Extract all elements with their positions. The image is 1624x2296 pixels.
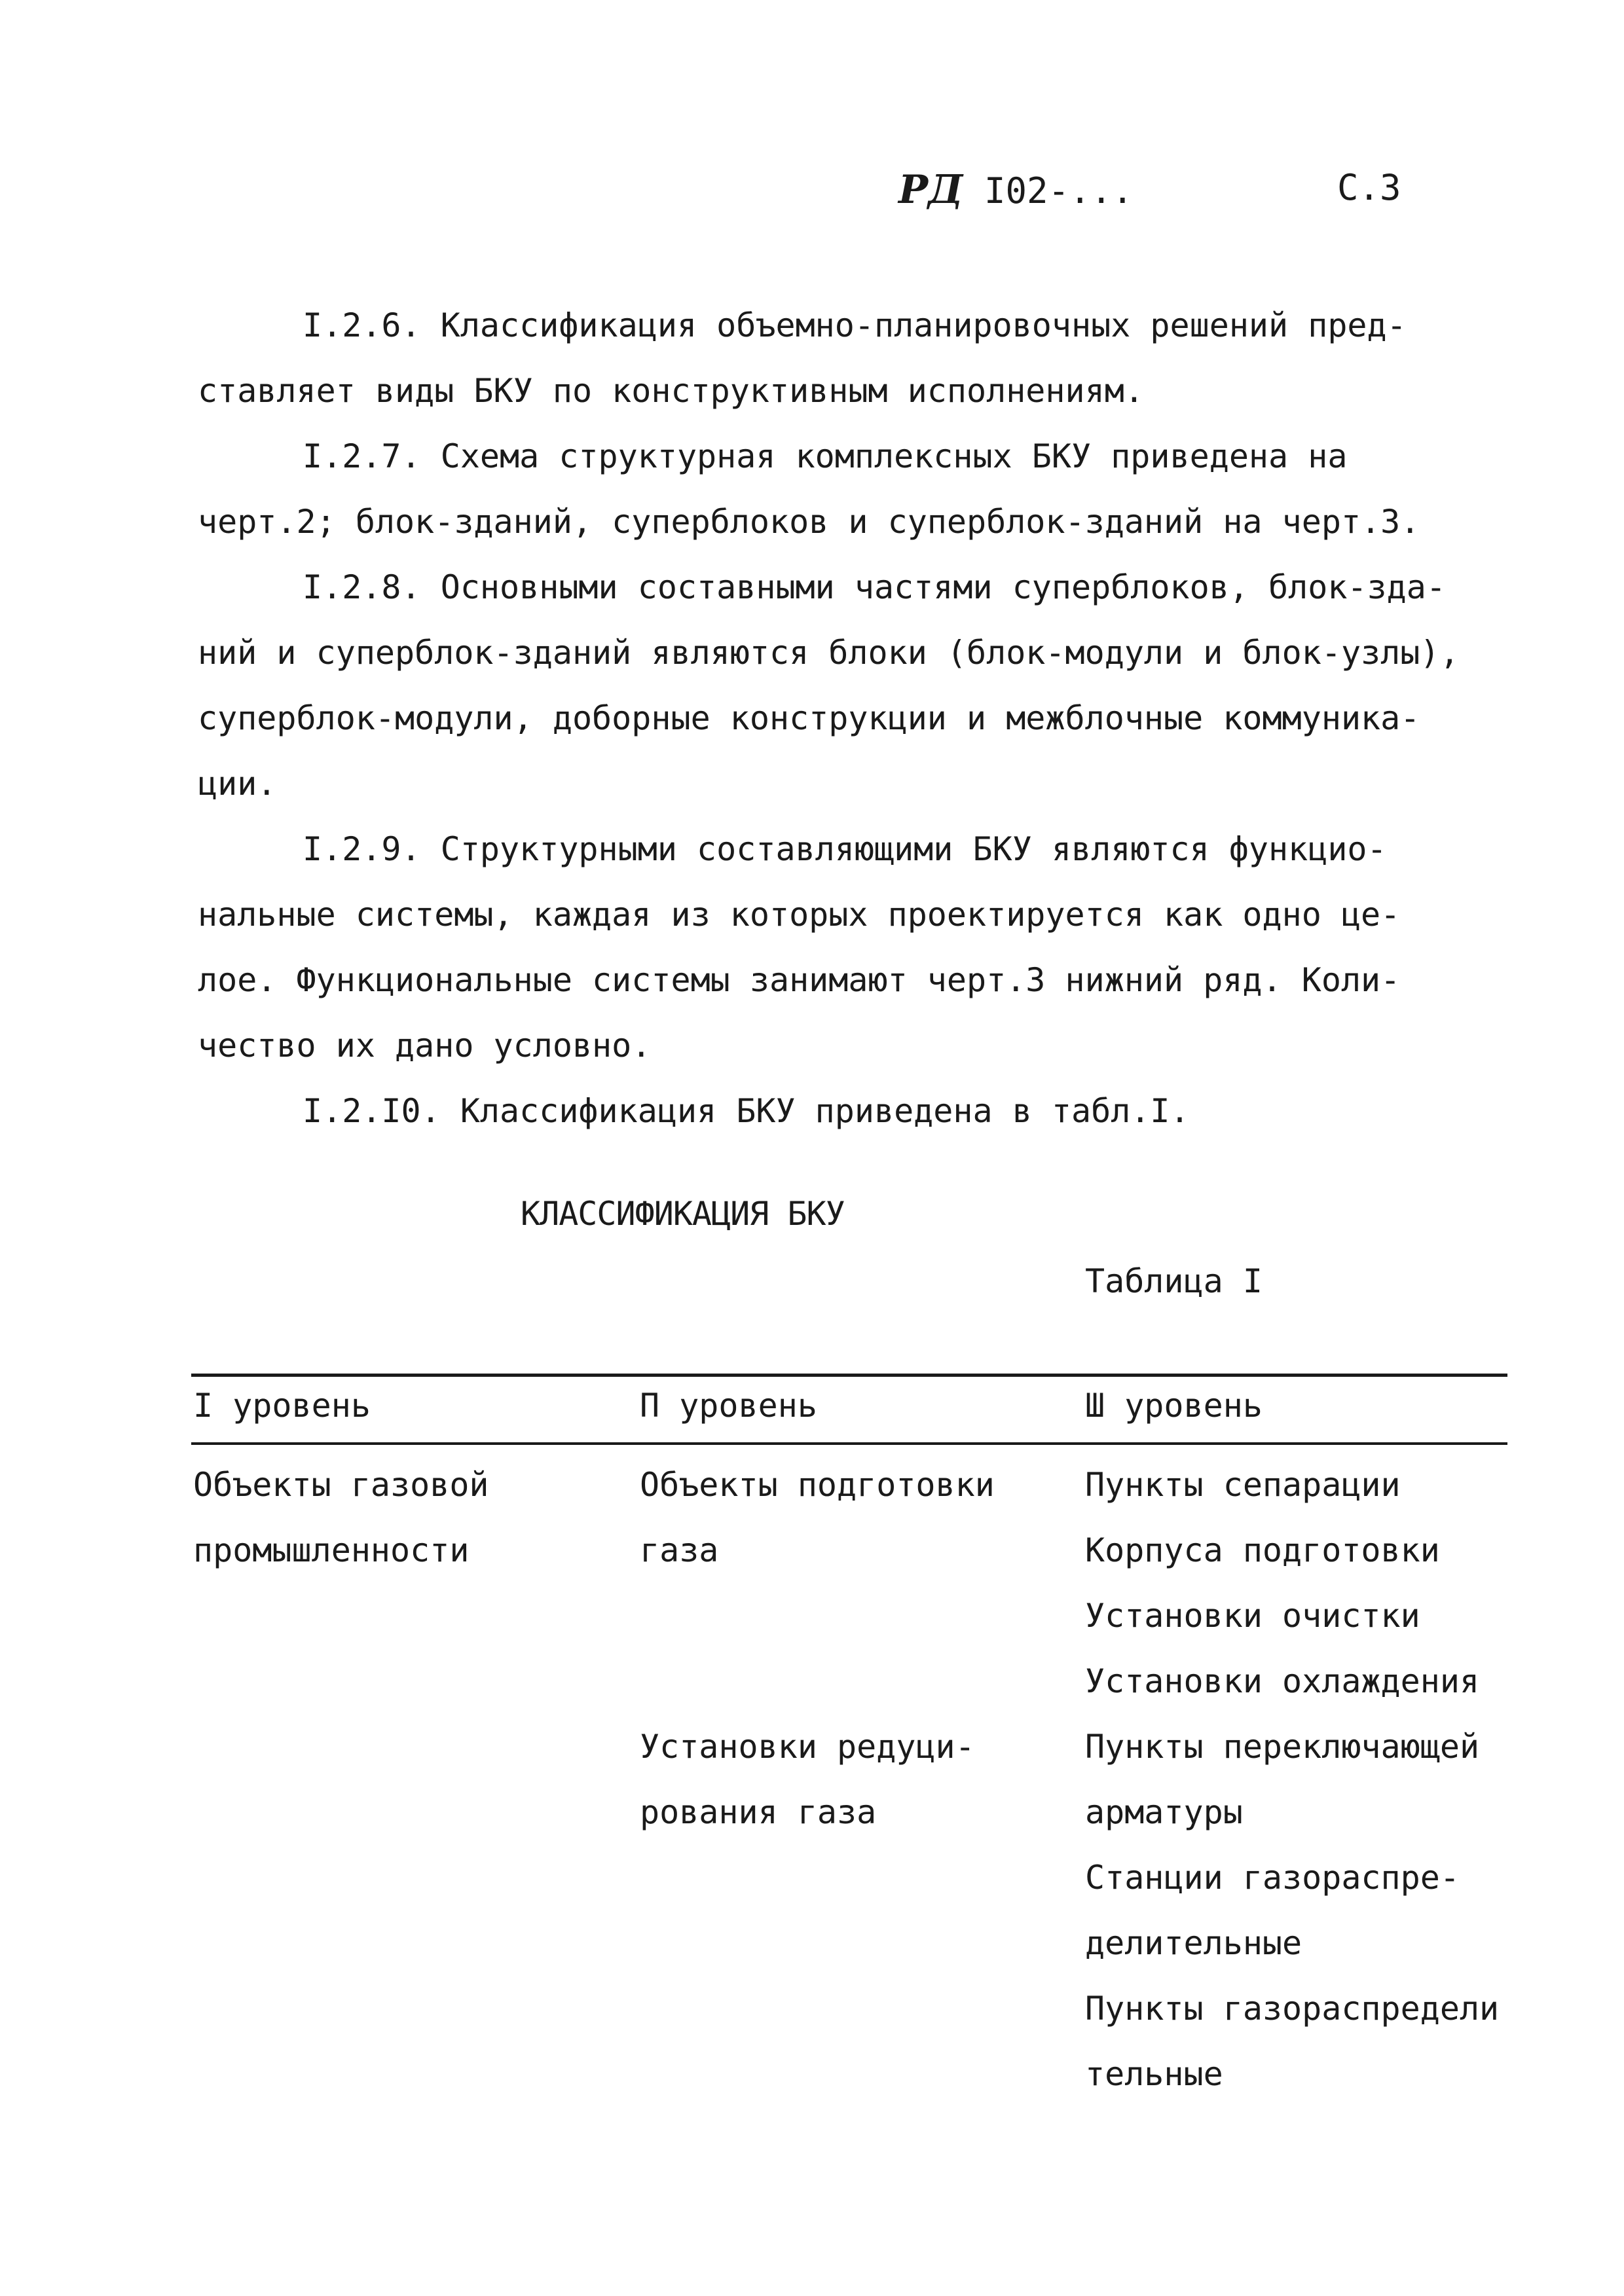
table-cell-level1-line-2: промышленности — [193, 1531, 470, 1569]
table-top-rule — [191, 1374, 1507, 1377]
paragraph-1-2-8-line-1: I.2.8. Основными составными частями суперблоков, блок-зда- — [303, 568, 1446, 606]
paragraph-1-2-9-line-3: лое. Функциональные системы занимают черт.3 нижний ряд. Коли- — [198, 961, 1401, 999]
table-cell-level2-group1-line-1: Объекты подготовки — [640, 1466, 995, 1504]
paragraph-1-2-10-line-1: I.2.I0. Классификация БКУ приведена в табл.I. — [303, 1092, 1190, 1130]
paragraph-1-2-6-line-2: ставляет виды БКУ по конструктивным исполнениям. — [198, 372, 1144, 410]
paragraph-1-2-9-line-2: нальные системы, каждая из которых проектируется как одно це- — [198, 896, 1401, 934]
table-cell-level2-group2-line-1: Установки редуци- — [640, 1728, 975, 1766]
paragraph-1-2-8-line-2: ний и суперблок-зданий являются блоки (блок-модули и блок-узлы), — [198, 634, 1460, 672]
table-title: КЛАССИФИКАЦИЯ БКУ — [521, 1195, 845, 1233]
document-number — [898, 167, 1134, 213]
table-cell-level3-group2-line-2: арматуры — [1085, 1793, 1243, 1831]
document-code: I02-... — [984, 170, 1134, 211]
paragraph-1-2-8-line-4: ции. — [198, 765, 277, 803]
table-cell-level1-line-1: Объекты газовой — [193, 1466, 489, 1504]
table-header-rule — [191, 1442, 1507, 1445]
table-header-level-2: П уровень — [640, 1387, 817, 1425]
paragraph-1-2-7-line-1: I.2.7. Схема структурная комплексных БКУ приведена на — [303, 437, 1348, 475]
table-cell-level3-group2-line-3: Станции газораспре- — [1085, 1859, 1460, 1897]
paragraph-1-2-8-line-3: суперблок-модули, доборные конструкции и межблочные коммуника- — [198, 699, 1420, 737]
table-cell-level3-group1-item-3: Установки очистки — [1085, 1597, 1420, 1635]
table-header-level-3: Ш уровень — [1085, 1387, 1263, 1425]
table-cell-level3-group1-item-1: Пункты сепарации — [1085, 1466, 1401, 1504]
table-cell-level3-group1-item-4: Установки охлаждения — [1085, 1662, 1480, 1700]
table-cell-level3-group1-item-2: Корпуса подготовки — [1085, 1531, 1440, 1569]
table-cell-level2-group2-line-2: рования газа — [640, 1793, 877, 1831]
paragraph-1-2-6-line-1: I.2.6. Классификация объемно-планировочных решений пред- — [303, 306, 1407, 344]
paragraph-1-2-9-line-1: I.2.9. Структурными составляющими БКУ являются функцио- — [303, 830, 1387, 868]
paragraph-1-2-7-line-2: черт.2; блок-зданий, суперблоков и суперблок-зданий на черт.3. — [198, 503, 1420, 541]
table-cell-level3-group2-line-1: Пункты переключающей — [1085, 1728, 1480, 1766]
document-prefix: РД — [898, 167, 963, 213]
table-cell-level2-group1-line-2: газа — [640, 1531, 719, 1569]
table-header-level-1: I уровень — [193, 1387, 371, 1425]
paragraph-1-2-9-line-4: чество их дано условно. — [198, 1027, 652, 1065]
table-cell-level3-group2-line-5: Пункты газораспредели — [1085, 1990, 1500, 2028]
table-cell-level3-group2-line-4: делительные — [1085, 1924, 1302, 1962]
table-label: Таблица I — [1085, 1262, 1263, 1300]
page-number: С.3 — [1337, 167, 1401, 208]
table-cell-level3-group2-line-6: тельные — [1085, 2055, 1223, 2093]
